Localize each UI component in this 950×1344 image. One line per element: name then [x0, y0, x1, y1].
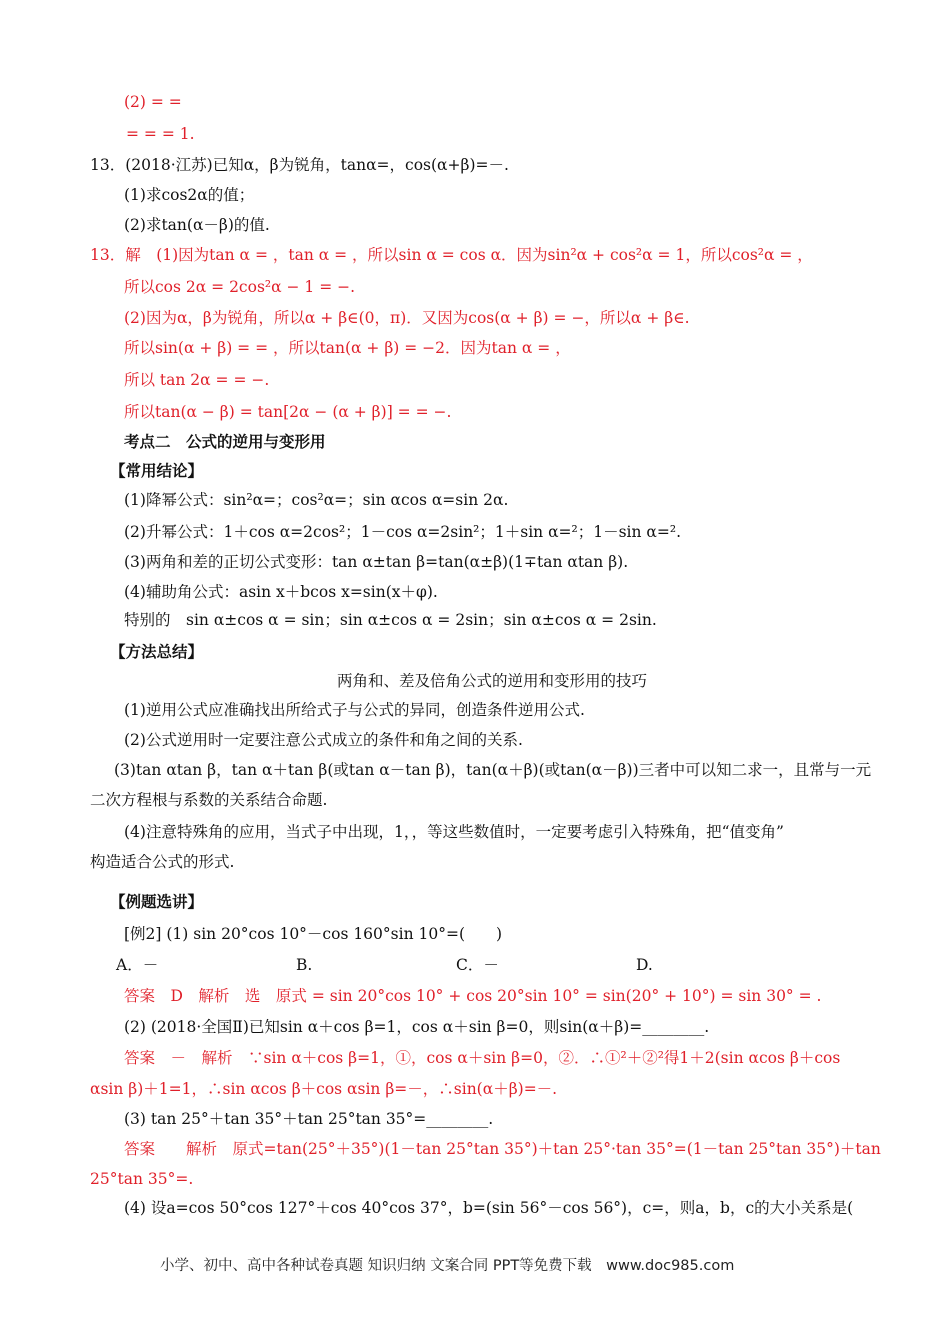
solution-line: (2)因为α，β为锐角，所以α + β∈(0，π)．又因为cos(α + β) = −，所以α + β∈.	[124, 309, 690, 327]
method-line: 二次方程根与系数的关系结合命题.	[90, 791, 328, 809]
choice-d: D.	[636, 956, 653, 974]
solution-line: (2) = =	[124, 93, 182, 111]
formula-line: (4)辅助角公式：asin x＋bcos x=sin(x＋φ).	[124, 583, 438, 601]
section-heading: 考点二 公式的逆用与变形用	[124, 432, 326, 451]
page-footer: 小学、初中、高中各种试卷真题 知识归纳 文案合同 PPT等免费下载 www.doc985.com	[160, 1258, 735, 1274]
answer-line: 25°tan 35°=.	[90, 1170, 194, 1188]
formula-line: 特别的 sin α±cos α = sin；sin α±cos α = 2sin；sin α±cos α = 2sin.	[124, 611, 657, 629]
subsection-heading: 【例题选讲】	[110, 892, 204, 911]
choice-a: A．－	[116, 956, 159, 974]
example-question: (3) tan 25°＋tan 35°＋tan 25°tan 35°=________.	[124, 1110, 494, 1128]
example-question: [例2] (1) sin 20°cos 10°－cos 160°sin 10°=( )	[124, 925, 503, 943]
method-line: (4)注意特殊角的应用，当式子中出现，1，，等这些数值时，一定要考虑引入特殊角，把“值变角”	[124, 823, 784, 841]
problem-title: 13．(2018·江苏)已知α，β为锐角，tanα=，cos(α+β)=－.	[90, 156, 509, 174]
answer-line: 答案 D 解析 选 原式 = sin 20°cos 10° + cos 20°sin 10° = sin(20° + 10°) = sin 30° = .	[124, 987, 822, 1005]
solution-line: 13．解 (1)因为tan α = ，tan α = ，所以sin α = cos α．因为sin²α + cos²α = 1，所以cos²α = ，	[90, 246, 813, 264]
subsection-heading: 【常用结论】	[110, 461, 204, 480]
solution-line: 所以tan(α − β) = tan[2α − (α + β)] = = −.	[124, 403, 452, 421]
subsection-heading: 【方法总结】	[110, 642, 204, 661]
method-line: (1)逆用公式应准确找出所给式子与公式的异同，创造条件逆用公式.	[124, 701, 585, 719]
method-line: (3)tan αtan β，tan α＋tan β(或tan α－tan β)，tan(α＋β)(或tan(α－β))三者中可以知二求一，且常与一元	[114, 761, 872, 779]
example-question: (4) 设a=cos 50°cos 127°＋cos 40°cos 37°，b=(sin 56°－cos 56°)，c=，则a，b，c的大小关系是(	[124, 1199, 854, 1217]
choice-b: B.	[296, 956, 313, 974]
method-line: 构造适合公式的形式.	[90, 853, 235, 871]
method-title: 两角和、差及倍角公式的逆用和变形用的技巧	[336, 672, 647, 690]
answer-line: 答案 － 解析 ∵sin α＋cos β=1，①，cos α＋sin β=0，②．∴①²＋②²得1＋2(sin αcos β＋cos	[124, 1049, 841, 1067]
answer-line: 答案 解析 原式=tan(25°＋35°)(1－tan 25°tan 35°)＋tan 25°·tan 35°=(1－tan 25°tan 35°)＋tan	[124, 1140, 881, 1158]
solution-line: 所以 tan 2α = = −.	[124, 371, 270, 389]
solution-line: 所以sin(α + β) = = ，所以tan(α + β) = −2．因为tan α = ，	[124, 339, 571, 357]
solution-line: 所以cos 2α = 2cos²α − 1 = −.	[124, 278, 356, 296]
answer-line: αsin β)＋1=1，∴sin αcos β＋cos αsin β=－，∴sin(α＋β)=－.	[90, 1080, 558, 1098]
formula-line: (3)两角和差的正切公式变形：tan α±tan β=tan(α±β)(1∓tan αtan β).	[124, 553, 629, 571]
problem-part: (2)求tan(α－β)的值.	[124, 216, 270, 234]
solution-line: = = = 1.	[126, 125, 195, 143]
method-line: (2)公式逆用时一定要注意公式成立的条件和角之间的关系.	[124, 731, 523, 749]
problem-part: (1)求cos2α的值；	[124, 186, 255, 204]
formula-line: (1)降幂公式：sin²α=；cos²α=；sin αcos α=sin 2α.	[124, 491, 509, 509]
choice-c: C．－	[456, 956, 499, 974]
example-question: (2) (2018·全国Ⅱ)已知sin α＋cos β=1，cos α＋sin β=0，则sin(α＋β)=________.	[124, 1018, 710, 1036]
formula-line: (2)升幂公式：1＋cos α=2cos²；1－cos α=2sin²；1＋sin α=²；1－sin α=².	[124, 523, 682, 541]
